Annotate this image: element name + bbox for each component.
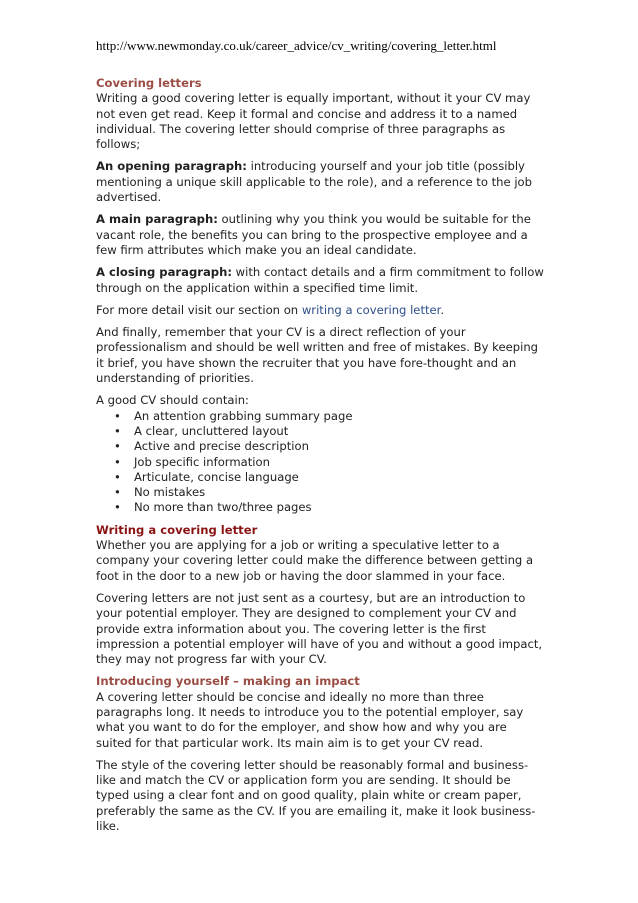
bullet-icon: • <box>114 408 121 423</box>
list-item: • Active and precise description <box>114 439 309 454</box>
more-detail-prefix: For more detail visit our section on <box>96 302 302 317</box>
list-item: • An attention grabbing summary page <box>114 408 353 423</box>
more-detail-paragraph <box>96 303 546 318</box>
intro-paragraph: Writing a good covering letter is equally important, without it your CV may not even get read. Keep it formal and concise and address it to a named individual. The covering letter should comprise of three paragraphs as follows; <box>96 91 531 152</box>
heading-writing-covering-letter: Writing a covering letter <box>96 522 258 537</box>
bullet-icon: • <box>114 500 121 515</box>
bullet-icon: • <box>114 423 121 438</box>
cv-list-intro: A good CV should contain: <box>96 393 249 408</box>
bullet-icon: • <box>114 454 121 469</box>
introducing-paragraph-1: A covering letter should be concise and ideally no more than three paragraphs long. It needs to introduce you to the potential employer, say what you want to do for the employer, and show how and why you are suited for that particular work. Its main aim is to get your CV read. <box>96 689 524 750</box>
list-item: • No more than two/three pages <box>114 500 312 515</box>
writing-paragraph-2: Covering letters are not just sent as a courtesy, but are an introduction to your potential employer. They are designed to complement your CV and provide extra information about you. The covering letter is the first impression a potential employer will have of you and without a good impact, they may not progress far with your CV. <box>96 590 543 667</box>
bullet-icon: • <box>114 485 121 500</box>
heading-covering-letters: Covering letters <box>96 76 202 90</box>
more-detail-suffix: . <box>440 302 445 317</box>
list-item: • No mistakes <box>114 485 206 500</box>
list-item: • A clear, uncluttered layout <box>114 423 289 438</box>
list-item: • Job specific information <box>114 454 270 469</box>
opening-paragraph-item <box>96 159 546 205</box>
finally-paragraph: And finally, remember that your CV is a direct reflection of your professionalism and should be well written and free of mistakes. By keeping it brief, you have shown the recruiter that you have fore-thought and an understanding of priorities. <box>96 325 539 386</box>
cv-checklist <box>96 409 546 516</box>
main-term: A main paragraph: <box>96 212 218 227</box>
writing-covering-letter-link[interactable]: writing a covering letter <box>301 302 441 317</box>
source-url: http://www.newmonday.co.uk/career_advice/cv_writing/covering_letter.html <box>96 38 497 53</box>
bullet-icon: • <box>114 439 121 454</box>
main-text: outlining why you think you would be suitable for the vacant role, the benefits you can bring to the prospective employee and a few firm attributes which make you an ideal candidate. <box>96 212 531 257</box>
introducing-paragraph-2: The style of the covering letter should be reasonably formal and business-like and match the CV or application form you are sending. It should be typed using a clear font and on good quality, plain white or cream paper, preferably the same as the CV. If you are emailing it, make it look business-like. <box>96 757 536 834</box>
opening-term: An opening paragraph: <box>96 159 247 174</box>
bullet-icon: • <box>114 469 121 484</box>
document-body <box>96 76 546 841</box>
list-item: • Articulate, concise language <box>114 469 299 484</box>
opening-text: introducing yourself and your job title (possibly mentioning a unique skill applicable to the role), and a reference to the job advertised. <box>96 159 533 205</box>
heading-introducing-yourself: Introducing yourself – making an impact <box>96 674 360 689</box>
main-paragraph-item <box>96 212 546 258</box>
closing-text: with contact details and a firm commitment to follow through on the application within a specified time limit. <box>96 265 544 295</box>
closing-term: A closing paragraph: <box>96 265 232 280</box>
closing-paragraph-item <box>96 265 546 296</box>
writing-paragraph-1: Whether you are applying for a job or writing a speculative letter to a company your covering letter could make the difference between getting a foot in the door to a new job or having the door slammed in your face. <box>96 538 534 583</box>
